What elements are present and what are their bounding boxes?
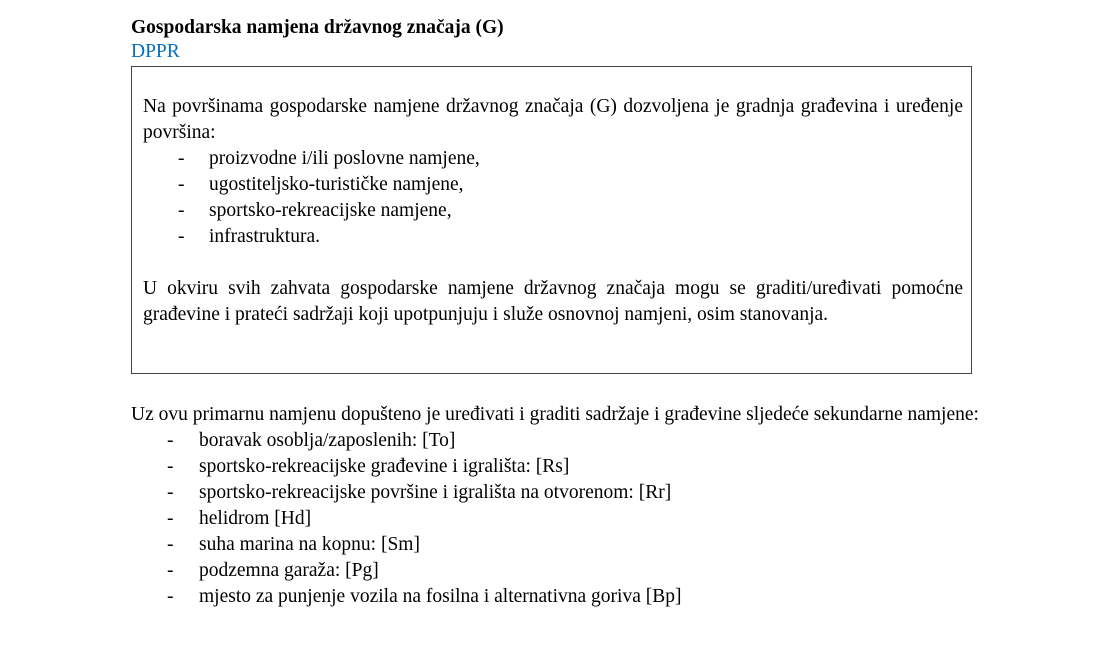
bullet-dash: - — [167, 482, 174, 503]
bullet-dash: - — [167, 586, 174, 607]
list-item-text: boravak osoblja/zaposlenih: [To] — [199, 430, 456, 451]
list-item — [131, 506, 1026, 532]
list-item — [131, 532, 1026, 558]
bordered-text-box — [131, 66, 972, 374]
box-closing: U okviru svih zahvata gospodarske namjene državnog značaja mogu se graditi/uređivati pomoćne građevine i prateći sadržaji koji upotpunjuju i služe osnovnoj namjeni, osim stanovanja. — [143, 278, 963, 325]
secondary-list — [131, 428, 1026, 610]
list-item-text: mjesto za punjenje vozila na fosilna i alternativna goriva [Bp] — [199, 586, 682, 607]
bullet-dash: - — [178, 226, 185, 247]
list-item-text: ugostiteljsko-turističke namjene, — [209, 174, 464, 195]
bullet-dash: - — [178, 148, 185, 169]
list-item-text: infrastruktura. — [209, 226, 321, 247]
list-item — [143, 224, 963, 250]
bullet-dash: - — [178, 200, 185, 221]
bullet-dash: - — [167, 430, 174, 451]
list-item-text: sportsko-rekreacijske površine i igrališta na otvorenom: [Rr] — [199, 482, 672, 503]
bullet-dash: - — [167, 534, 174, 555]
box-list — [143, 146, 963, 250]
source-label: DPPR — [131, 41, 180, 62]
list-item — [131, 480, 1026, 506]
bullet-dash: - — [178, 174, 185, 195]
secondary-section — [131, 402, 1026, 610]
list-item-text: podzemna garaža: [Pg] — [199, 560, 379, 581]
list-item-text: suha marina na kopnu: [Sm] — [199, 534, 420, 555]
list-item-text: helidrom [Hd] — [199, 508, 312, 529]
list-item — [131, 428, 1026, 454]
list-item-text: sportsko-rekreacijske namjene, — [209, 200, 452, 221]
list-item — [143, 146, 963, 172]
list-item — [131, 584, 1026, 610]
bullet-dash: - — [167, 560, 174, 581]
bullet-dash: - — [167, 456, 174, 477]
list-item — [131, 558, 1026, 584]
list-item — [131, 454, 1026, 480]
bullet-dash: - — [167, 508, 174, 529]
list-item — [143, 172, 963, 198]
list-item-text: proizvodne i/ili poslovne namjene, — [209, 148, 480, 169]
box-intro: Na površinama gospodarske namjene državnog značaja (G) dozvoljena je gradnja građevina i uređenje površina: — [143, 96, 963, 143]
list-item — [143, 198, 963, 224]
list-item-text: sportsko-rekreacijske građevine i igrališta: [Rs] — [199, 456, 570, 477]
section-heading: Gospodarska namjena državnog značaja (G) — [131, 17, 504, 38]
secondary-intro: Uz ovu primarnu namjenu dopušteno je uređivati i graditi sadržaje i građevine sljedeće sekundarne namjene: — [131, 404, 979, 425]
